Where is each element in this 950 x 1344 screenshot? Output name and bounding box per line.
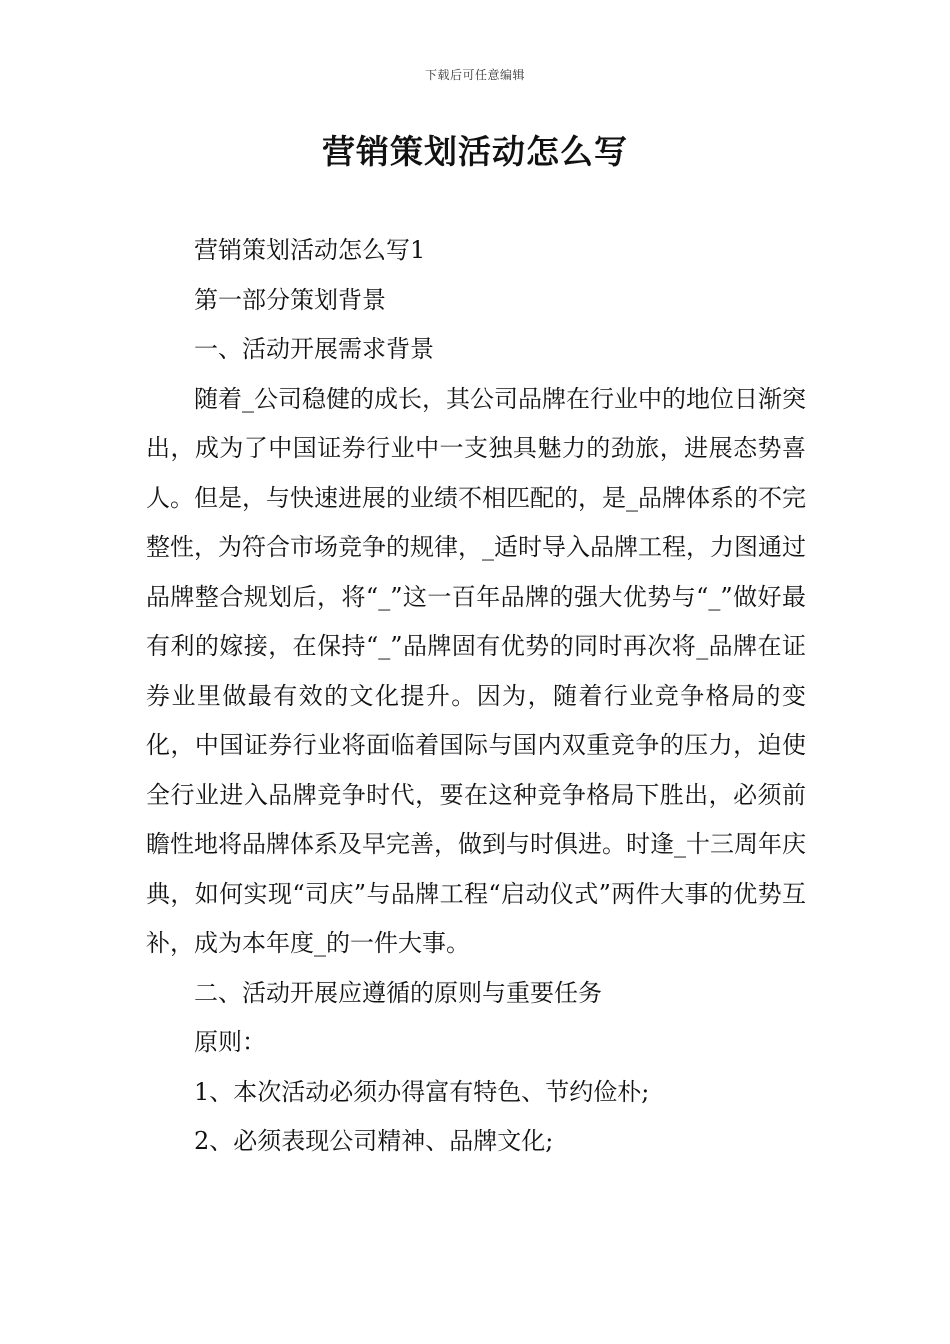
section-heading: 营销策划活动怎么写1: [194, 236, 426, 264]
principle-item: 2、必须表现公司精神、品牌文化;: [194, 1127, 554, 1155]
principles-label: 原则：: [194, 1028, 266, 1056]
part-heading: 第一部分策划背景: [194, 285, 386, 314]
background-paragraph: 随着_公司稳健的成长，其公司品牌在行业中的地位日渐突出，成为了中国证券行业中一支独具魅力的劲旅，进展态势喜人。但是，与快速进展的业绩不相匹配的，是_品牌体系的不完整性，为符合市场竞争的规律，_适时导入品牌工程，力图通过品牌整合规划后，将“_”这一百年品牌的强大优势与“_”做好最有利的嫁接，在保持“_”品牌固有优势的同时再次将_品牌在证券业里做最有效的文化提升。因为，随着行业竞争格局的变化，中国证券行业将面临着国际与国内双重竞争的压力，迫使全行业进入品牌竞争时代，要在这种竞争格局下胜出，必须前瞻性地将品牌体系及早完善，做到与时俱进。时逢_十三周年庆典，如何实现“司庆”与品牌工程“启动仪式”两件大事的优势互补，成为本年度_的一件大事。: [146, 384, 806, 957]
principle-item: 1、本次活动必须办得富有特色、节约俭朴;: [194, 1077, 650, 1106]
subsection-heading: 一、活动开展需求背景: [194, 335, 434, 363]
document-title: 营销策划活动怎么写: [322, 132, 628, 171]
document-body: [146, 226, 806, 1167]
subsection-heading: 二、活动开展应遵循的原则与重要任务: [194, 978, 602, 1007]
header-note: 下载后可任意编辑: [424, 68, 525, 82]
